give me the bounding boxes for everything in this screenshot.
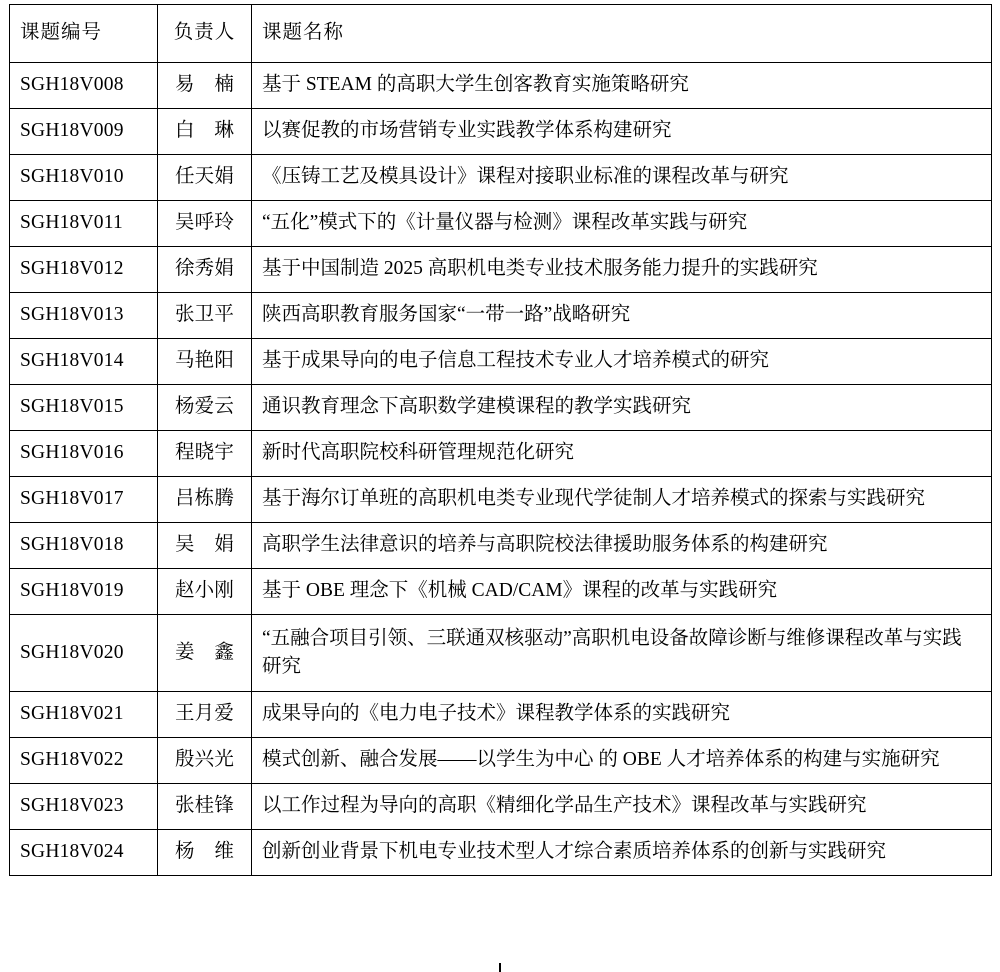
- project-code: SGH18V012: [10, 247, 158, 293]
- project-code: SGH18V021: [10, 692, 158, 738]
- table-row: [10, 201, 992, 247]
- table-row: [10, 569, 992, 615]
- project-lead: 张卫平: [158, 293, 252, 339]
- project-title: 以赛促教的市场营销专业实践教学体系构建研究: [252, 109, 992, 155]
- project-code: SGH18V017: [10, 477, 158, 523]
- project-lead: 杨爱云: [158, 385, 252, 431]
- table-row: [10, 784, 992, 830]
- project-code: SGH18V011: [10, 201, 158, 247]
- project-lead: 赵小刚: [158, 569, 252, 615]
- table-row: [10, 293, 992, 339]
- project-title: 高职学生法律意识的培养与高职院校法律援助服务体系的构建研究: [252, 523, 992, 569]
- project-title: 以工作过程为导向的高职《精细化学品生产技术》课程改革与实践研究: [252, 784, 992, 830]
- project-lead: 姜 鑫: [158, 615, 252, 692]
- project-lead: 吴呼玲: [158, 201, 252, 247]
- project-code: SGH18V010: [10, 155, 158, 201]
- project-code: SGH18V020: [10, 615, 158, 692]
- project-title: 基于 STEAM 的高职大学生创客教育实施策略研究: [252, 63, 992, 109]
- project-title: “五融合项目引领、三联通双核驱动”高职机电设备故障诊断与维修课程改革与实践研究: [252, 615, 992, 692]
- project-code: SGH18V018: [10, 523, 158, 569]
- project-title: 新时代高职院校科研管理规范化研究: [252, 431, 992, 477]
- table-row: [10, 385, 992, 431]
- project-lead: 程晓宇: [158, 431, 252, 477]
- project-code: SGH18V015: [10, 385, 158, 431]
- project-lead: 任天娟: [158, 155, 252, 201]
- table-row: [10, 692, 992, 738]
- table-row: [10, 477, 992, 523]
- project-title: 陕西高职教育服务国家“一带一路”战略研究: [252, 293, 992, 339]
- table-row: [10, 155, 992, 201]
- project-code: SGH18V023: [10, 784, 158, 830]
- table-row: [10, 523, 992, 569]
- column-header-lead: 负责人: [158, 5, 252, 63]
- project-code: SGH18V016: [10, 431, 158, 477]
- table-row: [10, 830, 992, 876]
- table-row: [10, 109, 992, 155]
- project-code: SGH18V009: [10, 109, 158, 155]
- project-code: SGH18V008: [10, 63, 158, 109]
- project-title: 基于成果导向的电子信息工程技术专业人才培养模式的研究: [252, 339, 992, 385]
- project-lead: 白 琳: [158, 109, 252, 155]
- project-title: 创新创业背景下机电专业技术型人才综合素质培养体系的创新与实践研究: [252, 830, 992, 876]
- project-lead: 王月爱: [158, 692, 252, 738]
- project-code: SGH18V013: [10, 293, 158, 339]
- project-title: 成果导向的《电力电子技术》课程教学体系的实践研究: [252, 692, 992, 738]
- project-title: “五化”模式下的《计量仪器与检测》课程改革实践与研究: [252, 201, 992, 247]
- table-row: [10, 738, 992, 784]
- project-lead: 吕栋腾: [158, 477, 252, 523]
- table-body: [10, 5, 992, 876]
- project-title: 模式创新、融合发展——以学生为中心 的 OBE 人才培养体系的构建与实施研究: [252, 738, 992, 784]
- table-row: [10, 615, 992, 692]
- project-code: SGH18V019: [10, 569, 158, 615]
- table-row: [10, 247, 992, 293]
- document-page: [0, 4, 1000, 972]
- project-code: SGH18V024: [10, 830, 158, 876]
- project-lead: 杨 维: [158, 830, 252, 876]
- research-projects-table: [9, 4, 992, 876]
- table-header-row: [10, 5, 992, 63]
- project-lead: 马艳阳: [158, 339, 252, 385]
- project-lead: 易 楠: [158, 63, 252, 109]
- table-row: [10, 339, 992, 385]
- column-header-title: 课题名称: [252, 5, 992, 63]
- project-title: 《压铸工艺及模具设计》课程对接职业标准的课程改革与研究: [252, 155, 992, 201]
- project-lead: 吴 娟: [158, 523, 252, 569]
- table-row: [10, 63, 992, 109]
- project-title: 基于中国制造 2025 高职机电类专业技术服务能力提升的实践研究: [252, 247, 992, 293]
- table-row: [10, 431, 992, 477]
- project-lead: 殷兴光: [158, 738, 252, 784]
- project-title: 通识教育理念下高职数学建模课程的教学实践研究: [252, 385, 992, 431]
- project-title: 基于 OBE 理念下《机械 CAD/CAM》课程的改革与实践研究: [252, 569, 992, 615]
- project-code: SGH18V022: [10, 738, 158, 784]
- column-header-code: 课题编号: [10, 5, 158, 63]
- project-code: SGH18V014: [10, 339, 158, 385]
- project-title: 基于海尔订单班的高职机电类专业现代学徒制人才培养模式的探索与实践研究: [252, 477, 992, 523]
- project-lead: 张桂锋: [158, 784, 252, 830]
- project-lead: 徐秀娟: [158, 247, 252, 293]
